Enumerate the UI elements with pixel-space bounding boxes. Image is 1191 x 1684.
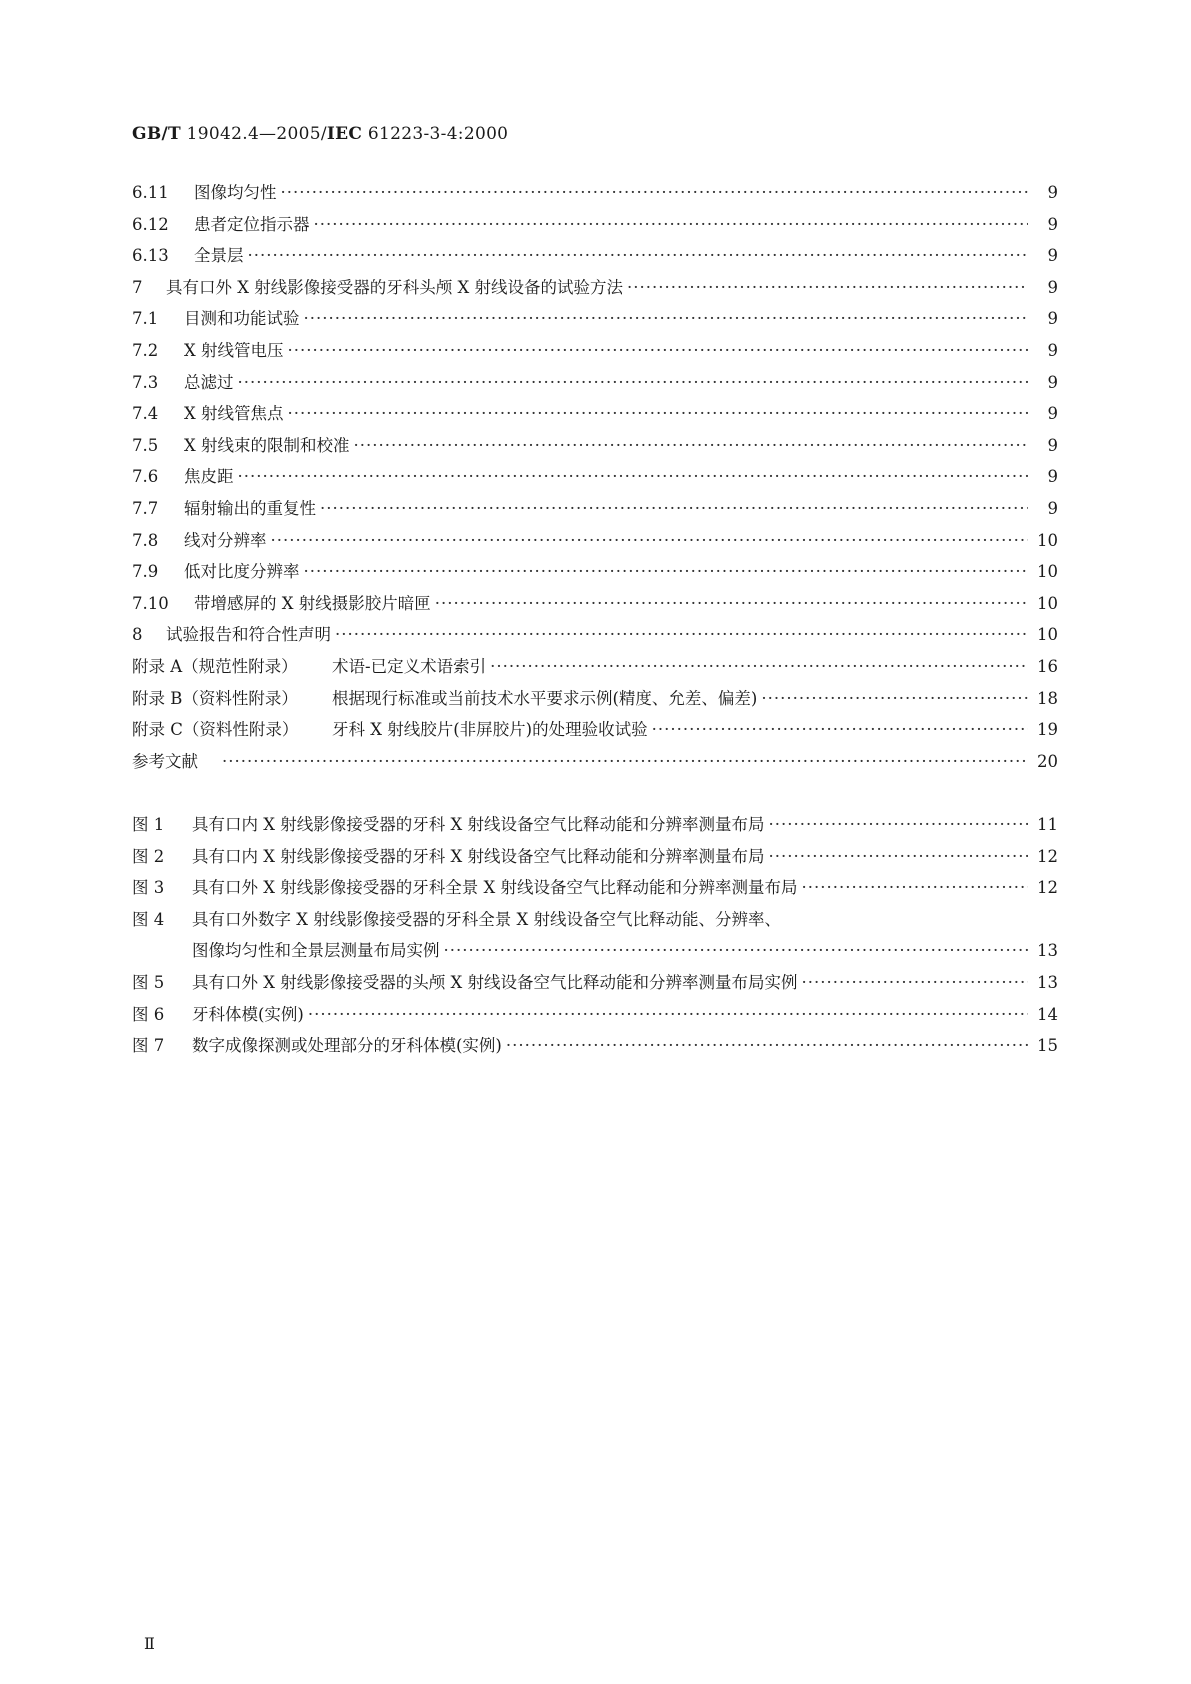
toc-entry-8[interactable] <box>132 621 1058 653</box>
toc-entry-6-11[interactable] <box>132 179 1058 211</box>
dot-leader <box>281 183 1029 202</box>
figure-page: 13 <box>1037 972 1058 992</box>
toc-entry-number: 7.2 <box>132 340 159 360</box>
toc-entry-number: 参考文献 <box>132 751 198 771</box>
dot-leader <box>288 341 1029 360</box>
toc-entry-title: 线对分辨率 <box>184 530 267 550</box>
toc-entry-title: 根据现行标准或当前技术水平要求示例(精度、允差、偏差) <box>332 688 758 708</box>
toc-entry-page: 10 <box>1037 625 1058 645</box>
dot-leader <box>308 1005 1028 1024</box>
figure-page: 11 <box>1037 815 1058 834</box>
figure-title: 具有口外数字 X 射线影像接受器的牙科全景 X 射线设备空气比释动能、分辨率、 <box>192 909 781 929</box>
figure-number: 图 3 <box>132 878 165 898</box>
toc-entry-page: 10 <box>1037 562 1058 582</box>
toc-entry-title: X 射线管焦点 <box>184 404 284 424</box>
dot-leader <box>768 847 1028 866</box>
toc-entry-number: 附录 A（规范性附录） <box>132 656 298 676</box>
dot-leader <box>652 720 1028 739</box>
toc-entry-number: 7.4 <box>132 404 159 424</box>
toc-entry-7-3[interactable] <box>132 369 1058 401</box>
dot-leader <box>335 625 1028 644</box>
toc-entry-title: 具有口外 X 射线影像接受器的牙科头颅 X 射线设备的试验方法 <box>166 277 623 297</box>
figure-entry-7[interactable] <box>132 1032 1058 1064</box>
figure-number: 图 6 <box>132 1004 165 1024</box>
toc-entry-title: 总滤过 <box>184 372 234 392</box>
figure-entry-2[interactable] <box>132 843 1058 875</box>
toc-entry-number: 附录 C（资料性附录） <box>132 720 299 740</box>
toc-entry-number: 7.1 <box>132 309 159 329</box>
toc-entry-page: 9 <box>1047 435 1058 455</box>
toc-entry-references[interactable] <box>132 748 1058 780</box>
figure-title-continued: 图像均匀性和全景层测量布局实例 <box>192 941 440 961</box>
figure-title: 具有口内 X 射线影像接受器的牙科 X 射线设备空气比释动能和分辨率测量布局 <box>192 846 765 866</box>
figure-page: 13 <box>1037 941 1058 961</box>
dot-leader <box>314 215 1029 234</box>
toc-entry-page: 9 <box>1047 498 1058 518</box>
toc-entry-number: 7.3 <box>132 372 159 392</box>
figure-entry-5[interactable] <box>132 969 1058 1001</box>
dot-leader <box>222 752 1028 771</box>
toc-entry-title: 图像均匀性 <box>194 183 277 202</box>
dot-leader <box>304 562 1029 581</box>
toc-entry-number: 8 <box>132 625 143 645</box>
dot-leader <box>435 594 1028 613</box>
dot-leader <box>768 815 1028 834</box>
page-number: Ⅱ <box>144 1634 155 1653</box>
toc-entry-7-9[interactable] <box>132 558 1058 590</box>
toc-entry-6-13[interactable] <box>132 242 1058 274</box>
toc-entry-number: 6.11 <box>132 183 169 202</box>
toc-entry-annex-b[interactable] <box>132 685 1058 717</box>
toc-entry-title: 焦皮距 <box>184 467 234 487</box>
dot-leader <box>627 278 1028 297</box>
toc-entry-page: 10 <box>1037 530 1058 550</box>
toc-entry-7-6[interactable] <box>132 463 1058 495</box>
dot-leader <box>506 1036 1028 1055</box>
toc-entry-page: 9 <box>1047 214 1058 234</box>
toc-entry-page: 9 <box>1047 183 1058 202</box>
toc-entry-title: 目测和功能试验 <box>184 309 300 329</box>
figure-page: 12 <box>1037 846 1058 866</box>
dot-leader <box>271 531 1029 550</box>
figure-entry-4[interactable] <box>132 906 1058 938</box>
toc-entry-number: 7.10 <box>132 593 169 613</box>
figure-title: 具有口外 X 射线影像接受器的牙科全景 X 射线设备空气比释动能和分辨率测量布局 <box>192 878 798 898</box>
table-of-contents <box>132 179 1058 779</box>
figure-number: 图 4 <box>132 909 165 929</box>
dot-leader <box>238 467 1029 486</box>
figure-entry-6[interactable] <box>132 1001 1058 1033</box>
toc-entry-number: 6.12 <box>132 214 169 234</box>
iec-prefix: IEC <box>326 124 363 144</box>
dot-leader <box>238 373 1029 392</box>
toc-entry-6-12[interactable] <box>132 211 1058 243</box>
figure-number: 图 7 <box>132 1036 165 1056</box>
toc-entry-page: 18 <box>1037 688 1058 708</box>
figure-page: 14 <box>1037 1004 1058 1024</box>
dot-leader <box>801 973 1028 992</box>
toc-entry-number: 7.9 <box>132 562 159 582</box>
dot-leader <box>304 309 1029 328</box>
toc-entry-page: 9 <box>1047 467 1058 487</box>
toc-entry-title: 牙科 X 射线胶片(非屏胶片)的处理验收试验 <box>332 720 648 740</box>
toc-entry-title: 试验报告和符合性声明 <box>166 625 331 645</box>
dot-leader <box>761 689 1028 708</box>
figure-number: 图 5 <box>132 972 165 992</box>
figure-title: 牙科体模(实例) <box>192 1004 304 1024</box>
toc-entry-7-7[interactable] <box>132 495 1058 527</box>
toc-entry-page: 9 <box>1047 246 1058 266</box>
toc-entry-number: 7.8 <box>132 530 159 550</box>
toc-entry-title: 低对比度分辨率 <box>184 562 300 582</box>
toc-entry-page: 9 <box>1047 277 1058 297</box>
toc-entry-page: 9 <box>1047 404 1058 424</box>
toc-entry-title: 全景层 <box>194 246 244 266</box>
standard-prefix: GB/T <box>132 124 181 144</box>
toc-entry-number: 7.5 <box>132 435 159 455</box>
figure-entry-3[interactable] <box>132 874 1058 906</box>
figure-title: 数字成像探测或处理部分的牙科体模(实例) <box>192 1036 502 1056</box>
figure-number: 图 2 <box>132 846 165 866</box>
toc-entry-7-2[interactable] <box>132 337 1058 369</box>
toc-entry-title: X 射线束的限制和校准 <box>184 435 350 455</box>
toc-entry-7-1[interactable] <box>132 305 1058 337</box>
toc-entry-page: 9 <box>1047 372 1058 392</box>
toc-entry-7-5[interactable] <box>132 432 1058 464</box>
dot-leader <box>490 657 1028 676</box>
toc-entry-title: X 射线管电压 <box>184 340 284 360</box>
toc-entry-page: 19 <box>1037 720 1058 740</box>
toc-entry-7[interactable] <box>132 274 1058 306</box>
toc-entry-title: 辐射输出的重复性 <box>184 498 316 518</box>
dot-leader <box>801 878 1028 897</box>
dot-leader <box>444 941 1029 960</box>
iec-code: 61223-3-4:2000 <box>362 124 509 144</box>
toc-entry-page: 9 <box>1047 340 1058 360</box>
dot-leader <box>320 499 1028 518</box>
standard-code: 19042.4—2005/ <box>180 124 327 144</box>
figure-number: 图 1 <box>132 815 165 834</box>
figure-title: 具有口内 X 射线影像接受器的牙科 X 射线设备空气比释动能和分辨率测量布局 <box>192 815 765 834</box>
toc-entry-number: 7.6 <box>132 467 159 487</box>
toc-entry-7-10[interactable] <box>132 590 1058 622</box>
toc-entry-number: 附录 B（资料性附录） <box>132 688 298 708</box>
toc-entry-number: 6.13 <box>132 246 169 266</box>
toc-entry-title: 患者定位指示器 <box>194 214 310 234</box>
toc-entry-page: 9 <box>1047 309 1058 329</box>
toc-entry-page: 20 <box>1037 751 1058 771</box>
dot-leader <box>248 246 1029 265</box>
toc-entry-title: 术语-已定义术语索引 <box>332 656 487 676</box>
toc-entry-number: 7 <box>132 277 143 297</box>
figure-page: 12 <box>1037 878 1058 898</box>
figure-entry-1[interactable] <box>132 811 1058 843</box>
toc-entry-page: 16 <box>1037 656 1058 676</box>
toc-entry-title: 带增感屏的 X 射线摄影胶片暗匣 <box>194 593 431 613</box>
toc-entry-7-4[interactable] <box>132 400 1058 432</box>
dot-leader <box>354 436 1029 455</box>
standard-header <box>132 124 508 144</box>
list-of-figures <box>132 811 1058 1064</box>
figure-entry-4-continued[interactable] <box>132 937 1058 969</box>
toc-entry-annex-a[interactable] <box>132 653 1058 685</box>
toc-entry-number: 7.7 <box>132 498 159 518</box>
toc-entry-7-8[interactable] <box>132 527 1058 559</box>
toc-entry-page: 10 <box>1037 593 1058 613</box>
figure-title: 具有口外 X 射线影像接受器的头颅 X 射线设备空气比释动能和分辨率测量布局实例 <box>192 972 798 992</box>
toc-entry-annex-c[interactable] <box>132 716 1058 748</box>
figure-page: 15 <box>1037 1036 1058 1056</box>
dot-leader <box>288 404 1029 423</box>
